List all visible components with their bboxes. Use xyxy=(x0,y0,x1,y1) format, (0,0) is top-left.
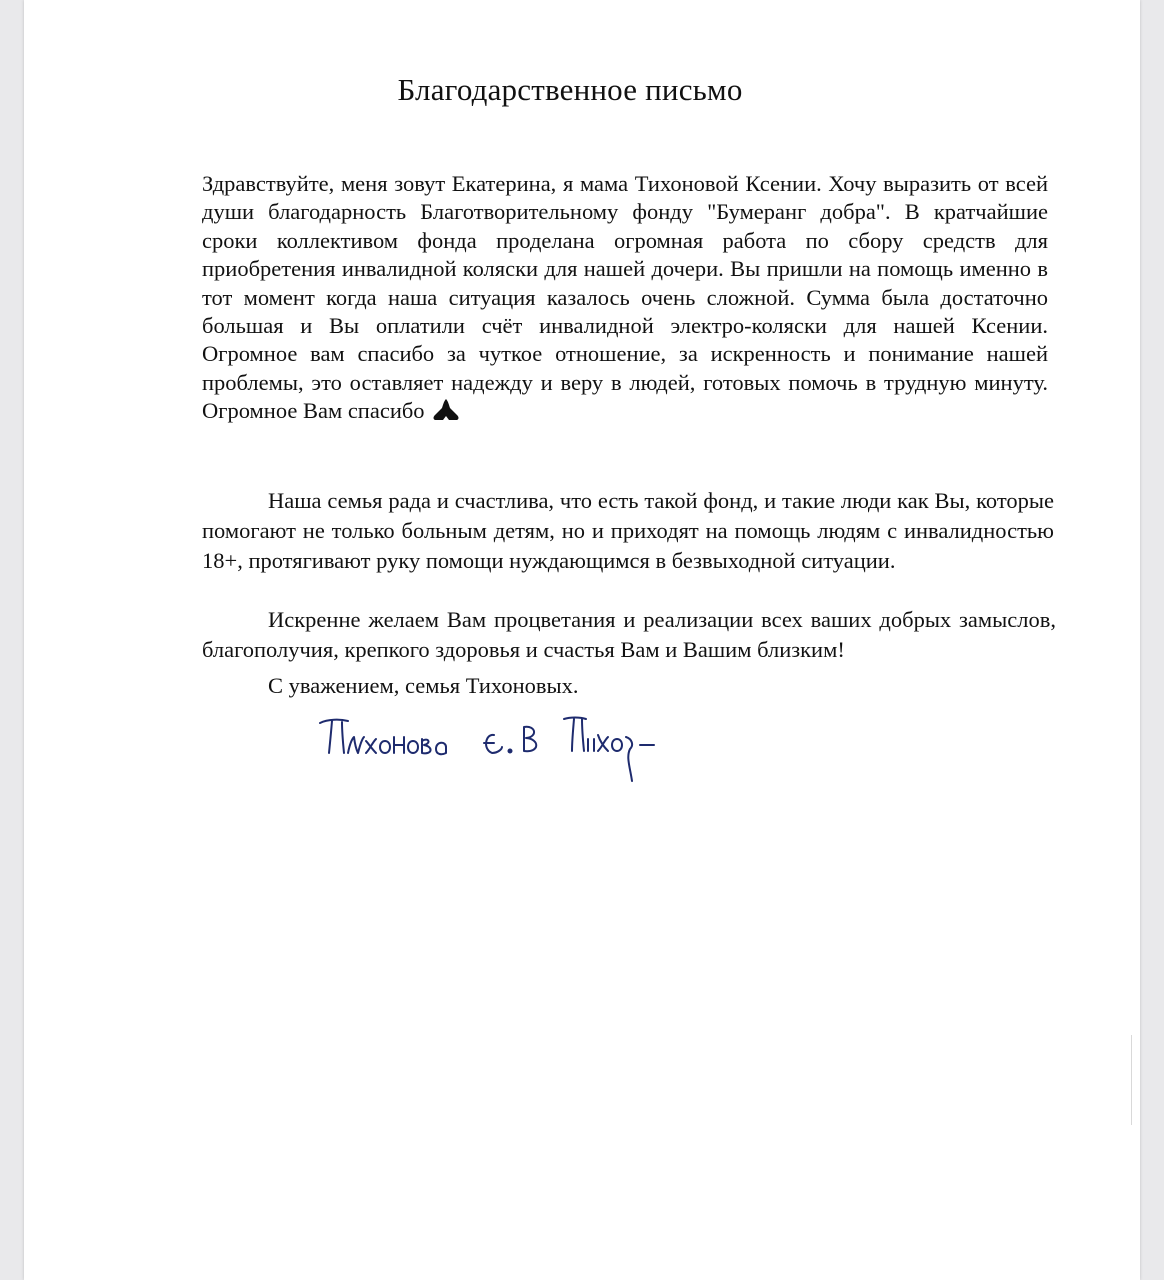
letter-paragraph-3: Искренне желаем Вам процветания и реализации всех ваших добрых замыслов, благополучия, крепкого здоровья и счастья Вам и Вашим близким! xyxy=(202,607,1056,662)
letter-page xyxy=(24,0,1140,1280)
letter-closing: С уважением, семья Тихоновых. xyxy=(268,673,579,698)
letter-title: Благодарственное письмо xyxy=(397,72,743,107)
page-edge-shadow xyxy=(1131,1035,1132,1125)
letter-paragraph-2: Наша семья рада и счастлива, что есть такой фонд, и такие люди как Вы, которые помогают не только больным детям, но и приходят на помощь людям с инвалидностью 18+, протягивают руку помощи нуждающимся в безвыходной ситуации. xyxy=(202,488,1054,573)
letter-paragraph-1 xyxy=(202,170,1048,430)
letter-paragraph-1-text: Здравствуйте, меня зовут Екатерина, я мама Тихоновой Ксении. Хочу выразить от всей души благодарность Благотворительному фонду "Бумеранг добра". В кратчайшие сроки коллективом фонда проделана огромная работа по сбору средств для приобретения инвалидной коляски для нашей дочери. Вы пришли на помощь именно в тот момент когда наша ситуация казалось очень сложной. Сумма была достаточно большая и Вы оплатили счёт инвалидной электро-коляски для нашей Ксении. Огромное вам спасибо за чуткое отношение, за искренность и понимание нашей проблемы, это оставляет надежду и веру в людей, готовых помочь в трудную минуту. Огромное Вам спасибо xyxy=(202,171,1048,424)
praying-hands-icon xyxy=(431,398,461,429)
handwritten-signature xyxy=(314,705,794,795)
